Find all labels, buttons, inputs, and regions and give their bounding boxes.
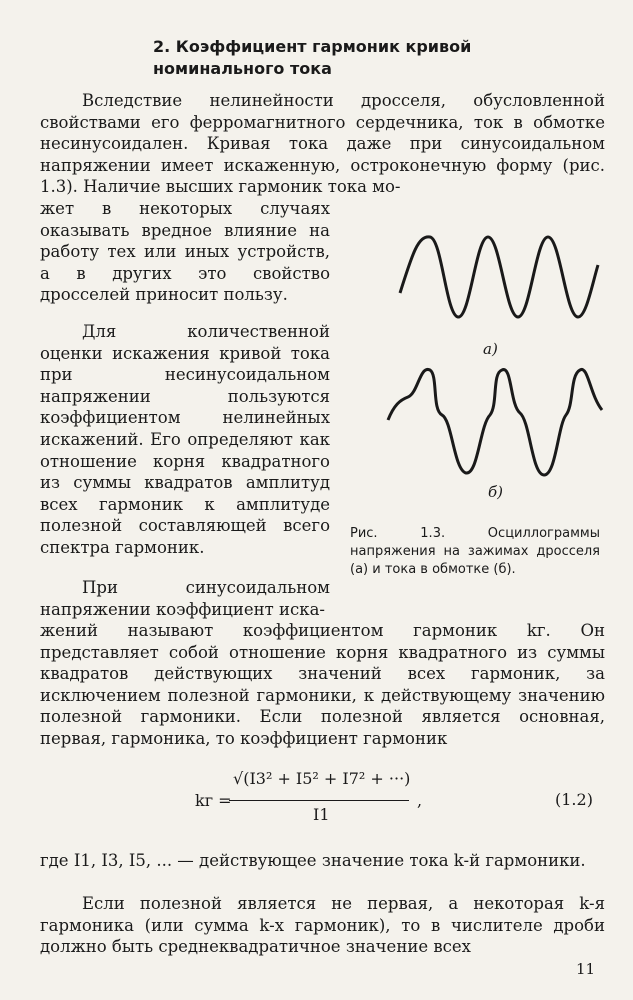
formula-lhs: kг = bbox=[195, 791, 232, 810]
figure-caption: Рис. 1.3. Осциллограммы напряжения на зажимах дросселя (а) и тока в обмотке (б). bbox=[350, 526, 600, 577]
formula-denominator: I1 bbox=[313, 805, 330, 824]
equation-number: (1.2) bbox=[555, 790, 593, 809]
paragraph-useful-harmonic: Если полезной является не первая, а некоторая k-я гармоника (или сумма k-х гармоник), то в числителе дроби должно быть среднеквадратичное значение всех bbox=[40, 894, 605, 957]
page-number: 11 bbox=[576, 960, 596, 978]
figure-label-a: а) bbox=[483, 340, 498, 358]
oscillogram-figure bbox=[380, 225, 610, 525]
paragraph-where: где I1, I3, I5, ... — действующее значение тока k-й гармоники. bbox=[40, 851, 586, 870]
paragraph-harmonic-start: При синусоидальном напряжении коэффициент иска- bbox=[40, 578, 330, 619]
section-heading: 2. Коэффициент гармоник кривой номинального тока bbox=[153, 37, 472, 78]
paragraph-intro: Вследствие нелинейности дросселя, обусловленной свойствами его ферромагнитного сердечника, ток в обмотке несинусоидален. Кривая тока даже при синусоидальном напряжении имеет искаженную, остроконечную форму (рис. 1.3). Наличие высших гармоник тока мо- bbox=[40, 91, 605, 197]
formula-numerator: √(I3² + I5² + I7² + ···) bbox=[233, 769, 411, 788]
paragraph-intro-continued: жет в некоторых случаях оказывать вредное влияние на работу тех или иных устройств, а в других это свойство дросселей приносит пользу. bbox=[40, 199, 330, 305]
figure-label-b: б) bbox=[488, 483, 504, 501]
paragraph-harmonic-coefficient: жений называют коэффициентом гармоник kг. Он представляет собой отношение корня квадратного из суммы квадратов действующих значений всех гармоник, за исключением полезной гармоники, к действующему значению полезной гармоники. Если полезной является основная, первая, гармоника, то коэффициент гармоник bbox=[40, 621, 605, 748]
oscillogram-svg bbox=[380, 225, 610, 525]
fraction-line bbox=[229, 800, 409, 801]
equation-1-2 bbox=[195, 763, 455, 823]
formula-comma: , bbox=[417, 791, 423, 810]
current-waveform bbox=[388, 369, 602, 475]
paragraph-distortion: Для количественной оценки искажения кривой тока при несинусоидальном напряжении пользуются коэффициентом нелинейных искажений. Его определяют как отношение корня квадратного из суммы квадратов амплитуд всех гармоник к амплитуде полезной составляющей всего спектра гармоник. bbox=[40, 322, 330, 557]
voltage-waveform bbox=[400, 237, 598, 317]
